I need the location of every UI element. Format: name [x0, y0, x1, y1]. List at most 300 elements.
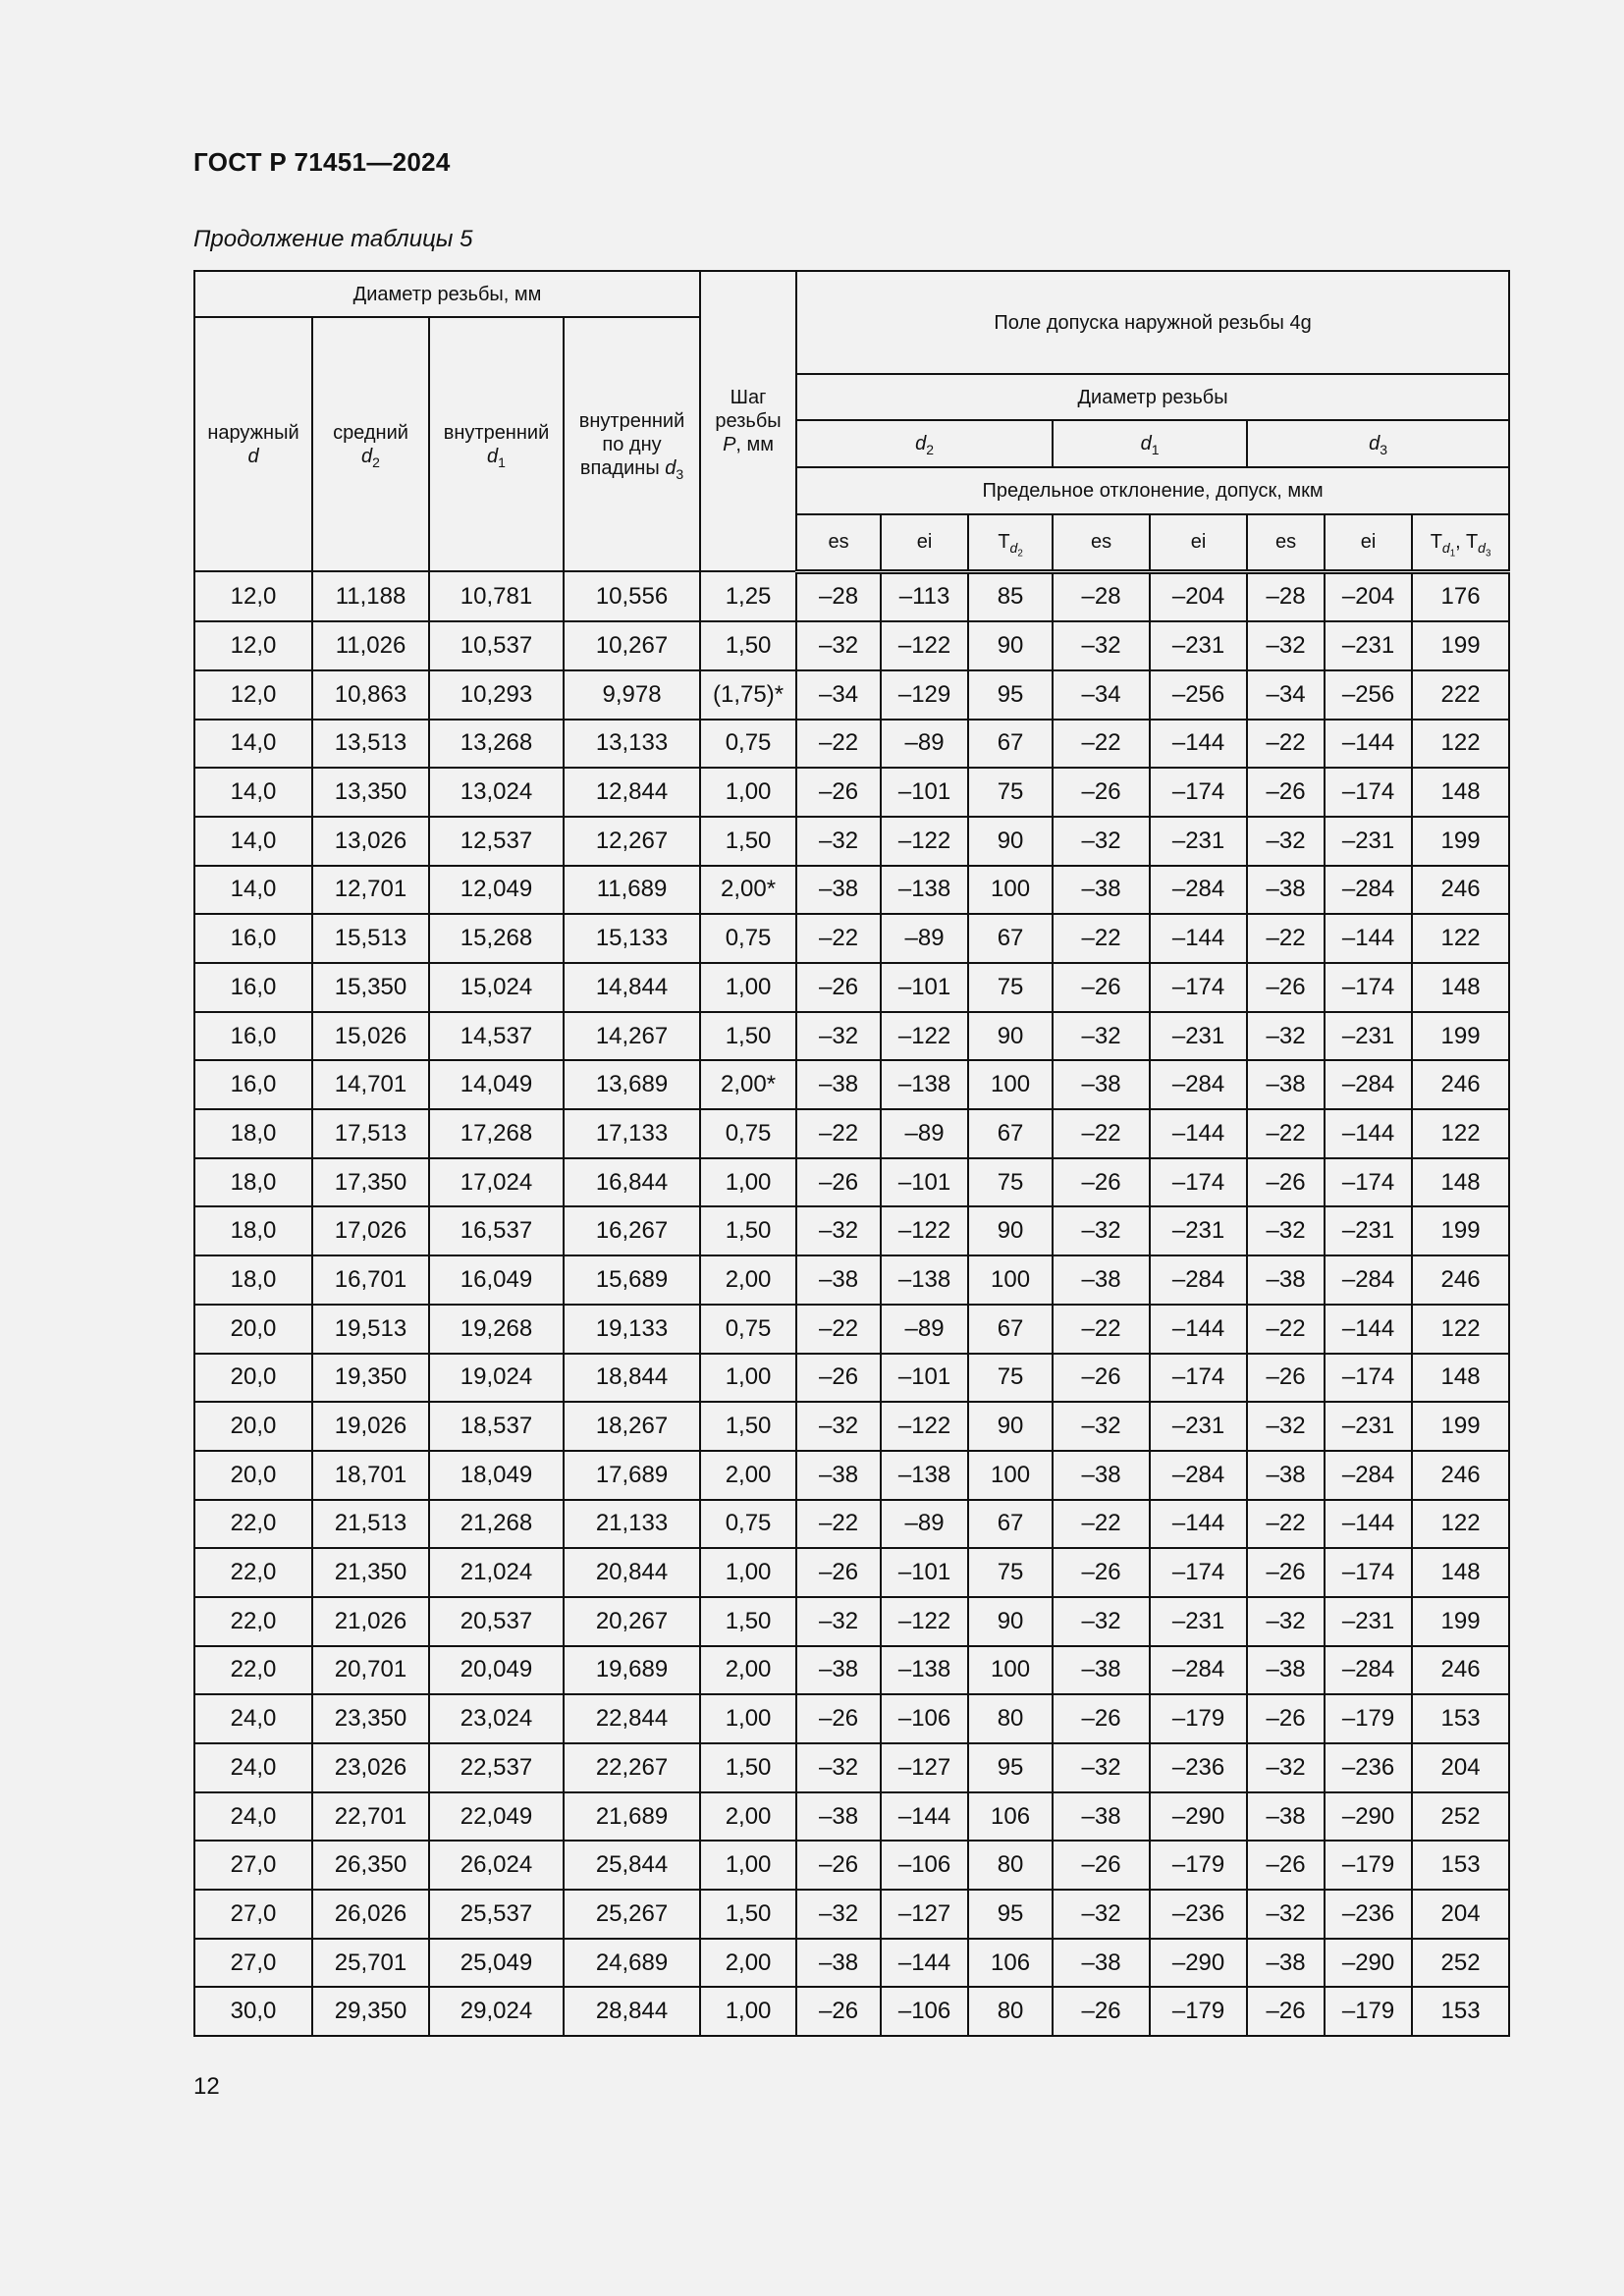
cell-d2-ei: –89: [881, 720, 968, 769]
cell-d1-es: –34: [1053, 670, 1150, 720]
cell-d1-es: –26: [1053, 1694, 1150, 1743]
cell-mean-d2: 13,026: [312, 817, 429, 866]
cell-td2: 80: [968, 1694, 1053, 1743]
cell-mean-d2: 15,350: [312, 963, 429, 1012]
table-row: [194, 1597, 1509, 1646]
cell-root-d3: 18,844: [564, 1354, 700, 1403]
cell-td1-td3: 199: [1412, 1012, 1509, 1061]
cell-d3-ei: –204: [1325, 571, 1412, 621]
cell-mean-d2: 26,350: [312, 1841, 429, 1890]
header-outer-diameter: наружный d: [194, 317, 312, 571]
cell-d2-es: –26: [796, 1987, 881, 2036]
cell-pitch: 1,00: [700, 1354, 796, 1403]
cell-td2: 90: [968, 1402, 1053, 1451]
table-row: [194, 1354, 1509, 1403]
cell-pitch: 1,50: [700, 1402, 796, 1451]
cell-d3-es: –32: [1247, 1402, 1325, 1451]
table-row: [194, 1792, 1509, 1842]
cell-d3-ei: –284: [1325, 1060, 1412, 1109]
cell-mean-d2: 11,188: [312, 571, 429, 621]
cell-outer-d: 12,0: [194, 571, 312, 621]
cell-d1-ei: –174: [1150, 768, 1247, 817]
cell-inner-d1: 12,537: [429, 817, 564, 866]
cell-root-d3: 10,267: [564, 621, 700, 670]
cell-d2-es: –26: [796, 963, 881, 1012]
cell-pitch: 2,00*: [700, 866, 796, 915]
table-caption: Продолжение таблицы 5: [193, 226, 473, 252]
cell-inner-d1: 16,049: [429, 1255, 564, 1305]
table-row: [194, 817, 1509, 866]
cell-pitch: 2,00: [700, 1939, 796, 1988]
cell-d3-es: –26: [1247, 1354, 1325, 1403]
cell-td2: 80: [968, 1987, 1053, 2036]
cell-td1-td3: 148: [1412, 1354, 1509, 1403]
cell-d3-ei: –174: [1325, 768, 1412, 817]
cell-d1-es: –38: [1053, 1646, 1150, 1695]
cell-d3-ei: –231: [1325, 1012, 1412, 1061]
cell-d3-ei: –284: [1325, 1255, 1412, 1305]
cell-td2: 75: [968, 963, 1053, 1012]
cell-outer-d: 22,0: [194, 1646, 312, 1695]
table-row: [194, 1987, 1509, 2036]
cell-d1-es: –26: [1053, 1987, 1150, 2036]
cell-d2-es: –32: [796, 1402, 881, 1451]
cell-d1-ei: –174: [1150, 1354, 1247, 1403]
cell-pitch: 1,00: [700, 1158, 796, 1207]
cell-d2-es: –38: [796, 866, 881, 915]
cell-outer-d: 22,0: [194, 1548, 312, 1597]
cell-outer-d: 20,0: [194, 1451, 312, 1500]
cell-root-d3: 22,267: [564, 1743, 700, 1792]
header-d2-ei: ei: [881, 514, 968, 571]
cell-inner-d1: 18,049: [429, 1451, 564, 1500]
cell-inner-d1: 22,537: [429, 1743, 564, 1792]
header-d3: $d_3$: [1247, 420, 1509, 467]
table-row: [194, 670, 1509, 720]
cell-inner-d1: 20,049: [429, 1646, 564, 1695]
cell-td2: 100: [968, 1451, 1053, 1500]
table-row: [194, 914, 1509, 963]
cell-d3-es: –34: [1247, 670, 1325, 720]
cell-inner-d1: 12,049: [429, 866, 564, 915]
cell-pitch: 1,00: [700, 1841, 796, 1890]
cell-d2-ei: –89: [881, 914, 968, 963]
cell-root-d3: 17,133: [564, 1109, 700, 1158]
cell-d2-ei: –106: [881, 1694, 968, 1743]
cell-outer-d: 16,0: [194, 1012, 312, 1061]
cell-d2-ei: –127: [881, 1743, 968, 1792]
cell-d3-es: –32: [1247, 1206, 1325, 1255]
cell-d1-ei: –179: [1150, 1987, 1247, 2036]
cell-root-d3: 20,844: [564, 1548, 700, 1597]
cell-pitch: 0,75: [700, 914, 796, 963]
cell-d3-ei: –290: [1325, 1792, 1412, 1842]
cell-d1-ei: –174: [1150, 963, 1247, 1012]
cell-inner-d1: 16,537: [429, 1206, 564, 1255]
cell-d1-ei: –179: [1150, 1694, 1247, 1743]
table-row: [194, 1206, 1509, 1255]
cell-pitch: 0,75: [700, 1305, 796, 1354]
cell-root-d3: 12,844: [564, 768, 700, 817]
cell-d3-ei: –231: [1325, 621, 1412, 670]
cell-td2: 67: [968, 914, 1053, 963]
cell-mean-d2: 20,701: [312, 1646, 429, 1695]
cell-d2-es: –26: [796, 1354, 881, 1403]
cell-mean-d2: 12,701: [312, 866, 429, 915]
cell-d1-es: –32: [1053, 1597, 1150, 1646]
cell-pitch: 1,50: [700, 621, 796, 670]
cell-td1-td3: 246: [1412, 866, 1509, 915]
cell-root-d3: 15,689: [564, 1255, 700, 1305]
cell-d3-ei: –144: [1325, 1305, 1412, 1354]
cell-d1-es: –38: [1053, 1451, 1150, 1500]
cell-td2: 95: [968, 1743, 1053, 1792]
cell-inner-d1: 14,537: [429, 1012, 564, 1061]
cell-td1-td3: 153: [1412, 1841, 1509, 1890]
cell-outer-d: 20,0: [194, 1305, 312, 1354]
cell-mean-d2: 11,026: [312, 621, 429, 670]
cell-td1-td3: 148: [1412, 768, 1509, 817]
cell-inner-d1: 26,024: [429, 1841, 564, 1890]
table-row: [194, 1255, 1509, 1305]
table-row: [194, 1402, 1509, 1451]
cell-d3-ei: –284: [1325, 1646, 1412, 1695]
cell-d2-ei: –138: [881, 1060, 968, 1109]
header-d1-ei: ei: [1150, 514, 1247, 571]
cell-td2: 95: [968, 670, 1053, 720]
cell-mean-d2: 19,350: [312, 1354, 429, 1403]
cell-d2-es: –26: [796, 1548, 881, 1597]
cell-root-d3: 22,844: [564, 1694, 700, 1743]
cell-d3-ei: –174: [1325, 1354, 1412, 1403]
cell-td1-td3: 176: [1412, 571, 1509, 621]
cell-d2-es: –32: [796, 817, 881, 866]
cell-root-d3: 13,689: [564, 1060, 700, 1109]
cell-inner-d1: 13,024: [429, 768, 564, 817]
table-row: [194, 1939, 1509, 1988]
cell-td2: 67: [968, 1109, 1053, 1158]
cell-pitch: 1,50: [700, 1743, 796, 1792]
cell-d2-ei: –138: [881, 1255, 968, 1305]
header-mean-diameter: средний $d_2$: [312, 317, 429, 571]
table-row: [194, 1743, 1509, 1792]
cell-d1-es: –22: [1053, 1500, 1150, 1549]
cell-outer-d: 27,0: [194, 1939, 312, 1988]
cell-td1-td3: 199: [1412, 817, 1509, 866]
cell-d1-es: –22: [1053, 1305, 1150, 1354]
cell-d1-es: –32: [1053, 1206, 1150, 1255]
cell-d1-es: –38: [1053, 1792, 1150, 1842]
cell-td2: 75: [968, 1548, 1053, 1597]
cell-root-d3: 24,689: [564, 1939, 700, 1988]
cell-pitch: 1,50: [700, 817, 796, 866]
cell-d3-ei: –231: [1325, 1597, 1412, 1646]
table-row: [194, 1158, 1509, 1207]
cell-outer-d: 24,0: [194, 1792, 312, 1842]
cell-d1-es: –32: [1053, 1743, 1150, 1792]
cell-td1-td3: 222: [1412, 670, 1509, 720]
cell-inner-d1: 10,537: [429, 621, 564, 670]
cell-d2-es: –32: [796, 621, 881, 670]
cell-d3-ei: –144: [1325, 914, 1412, 963]
cell-d1-ei: –144: [1150, 1305, 1247, 1354]
cell-d2-es: –34: [796, 670, 881, 720]
cell-d1-ei: –284: [1150, 1060, 1247, 1109]
table-row: [194, 1890, 1509, 1939]
cell-td2: 90: [968, 621, 1053, 670]
cell-d3-es: –32: [1247, 1012, 1325, 1061]
cell-d2-ei: –89: [881, 1109, 968, 1158]
cell-pitch: 2,00: [700, 1646, 796, 1695]
cell-d3-es: –32: [1247, 1743, 1325, 1792]
cell-d1-ei: –231: [1150, 1012, 1247, 1061]
cell-d1-es: –28: [1053, 571, 1150, 621]
header-td1-td3: $T_{d_1}$, $T_{d_3}$: [1412, 514, 1509, 571]
cell-pitch: 1,00: [700, 963, 796, 1012]
cell-outer-d: 14,0: [194, 866, 312, 915]
cell-d2-ei: –101: [881, 963, 968, 1012]
cell-d1-ei: –284: [1150, 1255, 1247, 1305]
table-row: [194, 1500, 1509, 1549]
cell-outer-d: 16,0: [194, 963, 312, 1012]
cell-outer-d: 16,0: [194, 1060, 312, 1109]
cell-d3-es: –22: [1247, 1305, 1325, 1354]
cell-d2-es: –26: [796, 1841, 881, 1890]
header-root-diameter: внутренний по дну впадины $d_3$: [564, 317, 700, 571]
cell-d2-es: –38: [796, 1646, 881, 1695]
cell-d2-ei: –101: [881, 1354, 968, 1403]
cell-d1-ei: –231: [1150, 1206, 1247, 1255]
cell-d1-ei: –290: [1150, 1792, 1247, 1842]
cell-d2-es: –32: [796, 1743, 881, 1792]
cell-d2-es: –38: [796, 1255, 881, 1305]
cell-td1-td3: 199: [1412, 621, 1509, 670]
header-thread-diameter-mm: Диаметр резьбы, мм: [194, 271, 700, 317]
cell-d2-es: –32: [796, 1206, 881, 1255]
cell-d2-ei: –138: [881, 1451, 968, 1500]
cell-root-d3: 14,267: [564, 1012, 700, 1061]
cell-d2-es: –28: [796, 571, 881, 621]
cell-d1-ei: –144: [1150, 720, 1247, 769]
cell-inner-d1: 14,049: [429, 1060, 564, 1109]
header-d1-es: es: [1053, 514, 1150, 571]
cell-td2: 100: [968, 866, 1053, 915]
header-td2: $T_{d_2}$: [968, 514, 1053, 571]
cell-td2: 85: [968, 571, 1053, 621]
cell-d1-es: –38: [1053, 1255, 1150, 1305]
cell-d3-ei: –144: [1325, 1500, 1412, 1549]
cell-d3-es: –32: [1247, 621, 1325, 670]
cell-td2: 106: [968, 1792, 1053, 1842]
table-row: [194, 1841, 1509, 1890]
table-row: [194, 963, 1509, 1012]
cell-pitch: 0,75: [700, 1500, 796, 1549]
cell-td2: 106: [968, 1939, 1053, 1988]
cell-d1-es: –26: [1053, 768, 1150, 817]
cell-outer-d: 14,0: [194, 817, 312, 866]
cell-d1-es: –38: [1053, 1939, 1150, 1988]
cell-pitch: 2,00: [700, 1255, 796, 1305]
cell-d1-ei: –231: [1150, 621, 1247, 670]
cell-d1-ei: –256: [1150, 670, 1247, 720]
cell-d2-ei: –89: [881, 1305, 968, 1354]
cell-d1-es: –32: [1053, 1402, 1150, 1451]
header-limit-deviation: Предельное отклонение, допуск, мкм: [796, 467, 1509, 514]
cell-pitch: 1,00: [700, 1548, 796, 1597]
cell-mean-d2: 21,350: [312, 1548, 429, 1597]
cell-d1-ei: –174: [1150, 1548, 1247, 1597]
table-row: [194, 720, 1509, 769]
cell-root-d3: 28,844: [564, 1987, 700, 2036]
cell-td2: 90: [968, 1597, 1053, 1646]
cell-root-d3: 16,267: [564, 1206, 700, 1255]
cell-d1-ei: –231: [1150, 817, 1247, 866]
cell-pitch: 2,00: [700, 1451, 796, 1500]
cell-d1-es: –32: [1053, 817, 1150, 866]
cell-d3-ei: –174: [1325, 963, 1412, 1012]
cell-root-d3: 25,844: [564, 1841, 700, 1890]
cell-d1-es: –22: [1053, 720, 1150, 769]
cell-d2-ei: –101: [881, 1548, 968, 1597]
cell-d2-ei: –122: [881, 1206, 968, 1255]
cell-inner-d1: 10,293: [429, 670, 564, 720]
table-header: [194, 271, 1509, 571]
cell-d1-ei: –204: [1150, 571, 1247, 621]
cell-mean-d2: 15,513: [312, 914, 429, 963]
header-d2: $d_2$: [796, 420, 1053, 467]
cell-outer-d: 18,0: [194, 1158, 312, 1207]
cell-d3-ei: –231: [1325, 817, 1412, 866]
cell-inner-d1: 13,268: [429, 720, 564, 769]
cell-td1-td3: 199: [1412, 1597, 1509, 1646]
cell-inner-d1: 25,049: [429, 1939, 564, 1988]
cell-d3-ei: –179: [1325, 1694, 1412, 1743]
cell-d2-es: –32: [796, 1012, 881, 1061]
cell-root-d3: 12,267: [564, 817, 700, 866]
cell-d3-es: –26: [1247, 1158, 1325, 1207]
cell-outer-d: 12,0: [194, 621, 312, 670]
cell-inner-d1: 10,781: [429, 571, 564, 621]
header-inner-diameter: внутренний $d_1$: [429, 317, 564, 571]
table-row: [194, 621, 1509, 670]
cell-d3-es: –26: [1247, 963, 1325, 1012]
cell-d2-ei: –113: [881, 571, 968, 621]
cell-d3-ei: –174: [1325, 1158, 1412, 1207]
cell-d3-es: –32: [1247, 1597, 1325, 1646]
cell-td1-td3: 153: [1412, 1987, 1509, 2036]
cell-d1-es: –32: [1053, 1012, 1150, 1061]
cell-root-d3: 14,844: [564, 963, 700, 1012]
cell-d2-es: –22: [796, 914, 881, 963]
cell-d3-es: –26: [1247, 1841, 1325, 1890]
cell-d2-ei: –101: [881, 768, 968, 817]
cell-d1-ei: –284: [1150, 1646, 1247, 1695]
cell-td1-td3: 204: [1412, 1890, 1509, 1939]
cell-mean-d2: 19,026: [312, 1402, 429, 1451]
cell-outer-d: 14,0: [194, 720, 312, 769]
page-number: 12: [193, 2073, 220, 2100]
cell-d2-ei: –106: [881, 1841, 968, 1890]
table-row: [194, 1305, 1509, 1354]
cell-outer-d: 18,0: [194, 1206, 312, 1255]
cell-d2-ei: –122: [881, 621, 968, 670]
cell-d1-ei: –144: [1150, 1500, 1247, 1549]
cell-outer-d: 30,0: [194, 1987, 312, 2036]
cell-d3-es: –22: [1247, 1109, 1325, 1158]
cell-d2-es: –26: [796, 768, 881, 817]
cell-d2-es: –38: [796, 1792, 881, 1842]
cell-td1-td3: 252: [1412, 1792, 1509, 1842]
cell-mean-d2: 23,350: [312, 1694, 429, 1743]
cell-td2: 100: [968, 1060, 1053, 1109]
cell-d2-es: –26: [796, 1694, 881, 1743]
cell-root-d3: 11,689: [564, 866, 700, 915]
cell-d1-ei: –144: [1150, 914, 1247, 963]
cell-inner-d1: 25,537: [429, 1890, 564, 1939]
header-thread-diameter: Диаметр резьбы: [796, 374, 1509, 420]
cell-mean-d2: 21,026: [312, 1597, 429, 1646]
cell-pitch: 1,00: [700, 768, 796, 817]
cell-outer-d: 24,0: [194, 1743, 312, 1792]
cell-d2-es: –26: [796, 1158, 881, 1207]
cell-d1-es: –26: [1053, 1548, 1150, 1597]
cell-td1-td3: 252: [1412, 1939, 1509, 1988]
cell-d3-ei: –284: [1325, 1451, 1412, 1500]
cell-d3-ei: –236: [1325, 1743, 1412, 1792]
cell-d2-ei: –122: [881, 1012, 968, 1061]
cell-td1-td3: 122: [1412, 914, 1509, 963]
cell-inner-d1: 22,049: [429, 1792, 564, 1842]
cell-d3-es: –38: [1247, 1060, 1325, 1109]
cell-d3-ei: –231: [1325, 1402, 1412, 1451]
header-d2-es: es: [796, 514, 881, 571]
cell-root-d3: 13,133: [564, 720, 700, 769]
cell-inner-d1: 19,024: [429, 1354, 564, 1403]
cell-inner-d1: 21,024: [429, 1548, 564, 1597]
cell-d2-es: –22: [796, 720, 881, 769]
cell-pitch: 1,25: [700, 571, 796, 621]
cell-outer-d: 22,0: [194, 1500, 312, 1549]
cell-td2: 75: [968, 768, 1053, 817]
cell-inner-d1: 15,268: [429, 914, 564, 963]
cell-d1-es: –22: [1053, 1109, 1150, 1158]
table-row: [194, 768, 1509, 817]
cell-outer-d: 20,0: [194, 1354, 312, 1403]
cell-mean-d2: 10,863: [312, 670, 429, 720]
cell-d1-es: –38: [1053, 1060, 1150, 1109]
cell-d2-ei: –89: [881, 1500, 968, 1549]
cell-mean-d2: 18,701: [312, 1451, 429, 1500]
cell-d3-ei: –144: [1325, 720, 1412, 769]
cell-td2: 90: [968, 1012, 1053, 1061]
cell-td2: 75: [968, 1158, 1053, 1207]
cell-d2-es: –22: [796, 1305, 881, 1354]
cell-d1-es: –32: [1053, 621, 1150, 670]
cell-pitch: 2,00: [700, 1792, 796, 1842]
cell-d3-ei: –290: [1325, 1939, 1412, 1988]
cell-outer-d: 18,0: [194, 1255, 312, 1305]
cell-inner-d1: 21,268: [429, 1500, 564, 1549]
cell-pitch: 0,75: [700, 1109, 796, 1158]
cell-d1-es: –26: [1053, 963, 1150, 1012]
cell-inner-d1: 20,537: [429, 1597, 564, 1646]
cell-d2-es: –38: [796, 1451, 881, 1500]
cell-mean-d2: 21,513: [312, 1500, 429, 1549]
header-d3-es: es: [1247, 514, 1325, 571]
cell-td1-td3: 148: [1412, 1158, 1509, 1207]
cell-pitch: 1,50: [700, 1012, 796, 1061]
cell-mean-d2: 15,026: [312, 1012, 429, 1061]
